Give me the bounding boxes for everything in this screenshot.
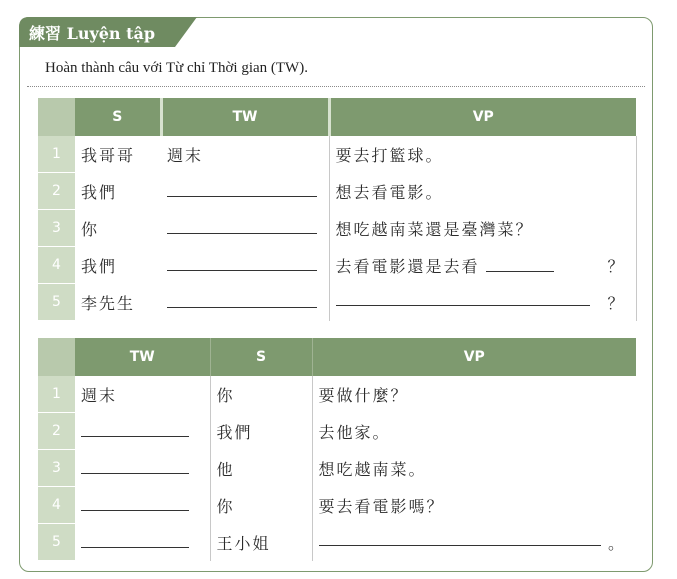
answer-blank[interactable] <box>336 291 590 306</box>
row-number: 5 <box>38 524 75 561</box>
row-number: 4 <box>38 247 75 284</box>
question-mark: ？ <box>607 256 624 276</box>
answer-blank[interactable] <box>167 182 317 197</box>
table1-header-tw: TW <box>161 98 329 136</box>
answer-blank[interactable] <box>167 256 317 271</box>
row-number: 4 <box>38 487 75 524</box>
verb-phrase-cell <box>329 247 636 284</box>
time-word-blank-cell[interactable] <box>75 413 210 450</box>
verb-phrase-text: 去看電影還是去看 <box>335 256 480 276</box>
row-number: 1 <box>38 376 75 413</box>
verb-phrase-cell: 想吃越南菜還是臺灣菜？ <box>329 210 636 247</box>
answer-blank[interactable] <box>81 496 189 511</box>
table-row <box>38 524 636 561</box>
table2-num-header <box>38 338 75 376</box>
table-row <box>38 136 636 173</box>
answer-blank[interactable] <box>81 459 189 474</box>
period-mark: 。 <box>607 533 624 553</box>
verb-phrase-cell: 要做什麼？ <box>318 385 409 405</box>
row-number: 3 <box>38 450 75 487</box>
table-row <box>38 413 636 450</box>
exercise-table-2 <box>38 338 636 561</box>
table-row <box>38 376 636 413</box>
verb-phrase-blank-cell[interactable] <box>329 284 636 321</box>
time-word-blank-cell[interactable] <box>75 524 210 561</box>
answer-blank[interactable] <box>486 257 554 272</box>
table-row <box>38 210 636 247</box>
section-tag <box>19 17 197 47</box>
table2-header-tw: TW <box>75 338 210 376</box>
table1-header-vp: VP <box>329 98 636 136</box>
subject-cell: 你 <box>210 487 312 524</box>
row-number: 1 <box>38 136 75 173</box>
instruction-text: Hoàn thành câu với Từ chỉ Thời gian (TW). <box>45 60 308 76</box>
table2-header-s: S <box>210 338 312 376</box>
table-row <box>38 450 636 487</box>
verb-phrase-blank-cell[interactable] <box>312 524 636 561</box>
subject-cell: 王小姐 <box>210 524 312 561</box>
time-word-cell: 週末 <box>75 376 210 413</box>
time-word-blank-cell[interactable] <box>161 210 329 247</box>
row-number: 2 <box>38 413 75 450</box>
question-mark: ？ <box>607 293 624 313</box>
verb-phrase-cell: 要去打籃球。 <box>329 136 636 173</box>
answer-blank[interactable] <box>167 219 317 234</box>
table1-num-header <box>38 98 75 136</box>
time-word-blank-cell[interactable] <box>161 284 329 321</box>
table1-header-s: S <box>75 98 161 136</box>
answer-blank[interactable] <box>81 533 189 548</box>
subject-cell: 他 <box>210 450 312 487</box>
verb-phrase-cell: 去他家。 <box>318 422 391 442</box>
answer-blank[interactable] <box>319 531 601 546</box>
table-row <box>38 487 636 524</box>
answer-blank[interactable] <box>81 422 189 437</box>
row-number: 2 <box>38 173 75 210</box>
table2-header-vp: VP <box>312 338 636 376</box>
time-word-blank-cell[interactable] <box>75 450 210 487</box>
table-row <box>38 247 636 284</box>
time-word-blank-cell[interactable] <box>161 247 329 284</box>
subject-cell: 你 <box>81 219 100 239</box>
table-row <box>38 173 636 210</box>
time-word-blank-cell[interactable] <box>75 487 210 524</box>
table-row <box>38 284 636 321</box>
subject-cell: 我們 <box>81 182 118 202</box>
subject-cell: 你 <box>210 376 312 413</box>
section-tag-label: 練習 Luyện tập <box>29 24 156 43</box>
row-number: 5 <box>38 284 75 321</box>
row-number: 3 <box>38 210 75 247</box>
dotted-divider <box>27 86 645 87</box>
subject-cell: 我們 <box>81 256 118 276</box>
verb-phrase-cell: 要去看電影嗎？ <box>318 496 445 516</box>
answer-blank[interactable] <box>167 293 317 308</box>
exercise-table-1 <box>38 98 637 321</box>
subject-cell: 我們 <box>210 413 312 450</box>
subject-cell: 我哥哥 <box>81 145 136 165</box>
time-word-blank-cell[interactable] <box>161 173 329 210</box>
verb-phrase-cell: 想去看電影。 <box>329 173 636 210</box>
time-word-cell: 週末 <box>161 136 329 173</box>
subject-cell: 李先生 <box>81 293 136 313</box>
verb-phrase-cell: 想吃越南菜。 <box>318 459 427 479</box>
